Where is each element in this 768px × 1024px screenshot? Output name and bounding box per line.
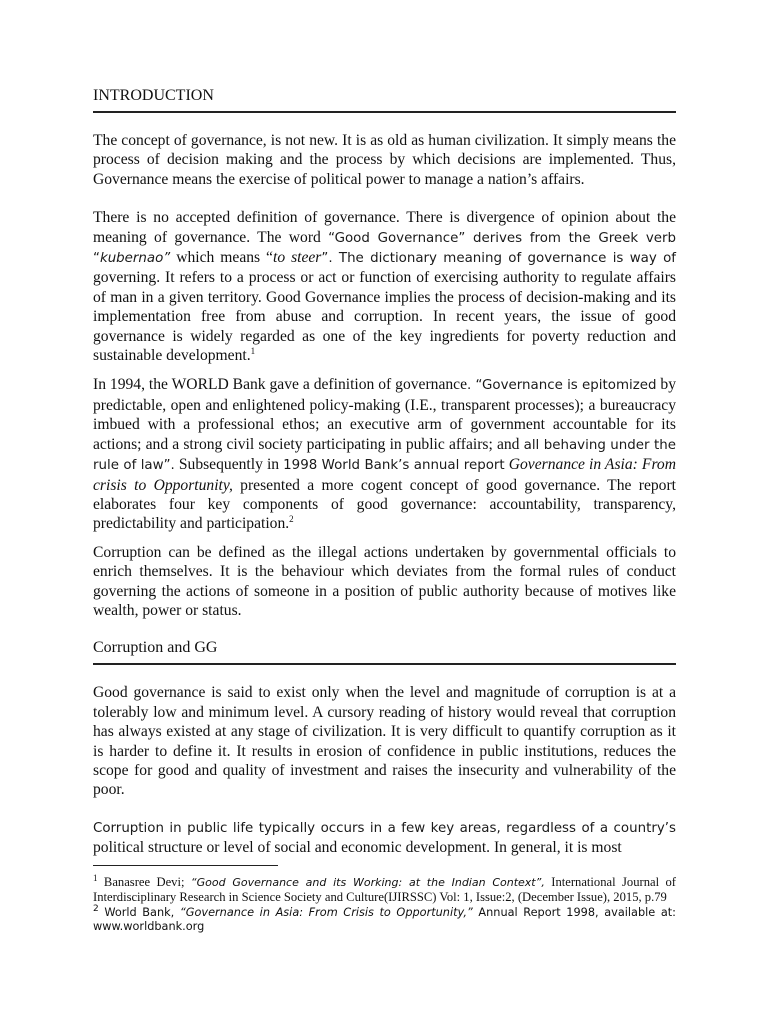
footnote-ref-2: 2	[289, 514, 294, 525]
footnote-2: $^2$ World Bank, “Governance in Asia: From Crisis to Opportunity,” Annual Report 1998, available at: www.worldbank.org	[93, 903, 676, 933]
page-content	[93, 86, 676, 934]
paragraph-corruption-areas: Corruption in public life typically occurs in a few key areas, regardless of a country’s political structure or level of social and economic development. In general, it is most	[93, 820, 676, 857]
paragraph-corruption-definition: Corruption can be defined as the illegal actions undertaken by governmental officials to enrich themselves. It is the behaviour which deviates from the formal rules of conduct governing the actions of someone in a position of public authority because of motives like wealth, power or status.	[93, 543, 676, 619]
paragraph-world-bank: In 1994, the WORLD Bank gave a definition of governance. “Governance is epitomized by predictable, open and enlightened policy-making (I.E., transparent processes); a bureaucracy imbued with a professional ethos; an executive arm of government accountable for its actions; and a strong civil society participating in public affairs; and all behaving under the rule of law”. Subsequently in 1998 World Bank’s annual report Governance in Asia: From crisis to Opportunity, presented a more cogent concept of good governance. The report elaborates four key components of good governance: accountability, transparency, predictability and participation.$^2$	[93, 376, 676, 533]
footnote-divider	[93, 865, 278, 866]
section-heading-introduction: INTRODUCTION	[93, 86, 676, 113]
paragraph-definition: There is no accepted definition of governance. There is divergence of opinion about the meaning of governance. The word “Good Governance” derives from the Greek verb “kubernao” which means “to steer”. The dictionary meaning of governance is way of governing. It refers to a process or act or function of exercising authority to regulate affairs of man in a given territory. Good Governance implies the process of decision-making and its implementation free from abuse and corruption. In recent years, the issue of good governance is widely regarded as one of the key ingredients for poverty reduction and sustainable development.$^1$	[93, 209, 677, 365]
paragraph-good-governance: Good governance is said to exist only when the level and magnitude of corruption is at a tolerably low and minimum level. A cursory reading of history would reveal that corruption has always existed at any stage of civilization. It is very difficult to quantify corruption as it is harder to define it. It results in erosion of confidence in public institutions, reduces the scope for good and quality of investment and raises the insecurity and vulnerability of the poor.	[93, 684, 676, 799]
footnote-ref-1: 1	[250, 345, 256, 356]
section-heading-corruption-gg: Corruption and GG	[93, 638, 676, 665]
paragraph-concept: The concept of governance, is not new. It is as old as human civilization. It simply means the process of decision making and the process by which decisions are implemented. Thus, Governance means the exercise of political power to manage a nation’s affairs.	[93, 132, 676, 188]
footnote-1: $^1$ Banasree Devi; “Good Governance and its Working: at the Indian Context”, International Journal of Interdisciplinary Research in Science Society and Culture(IJIRSSC) Vol: 1, Issue:2, (December Issue), 2015, p.79	[93, 872, 676, 905]
